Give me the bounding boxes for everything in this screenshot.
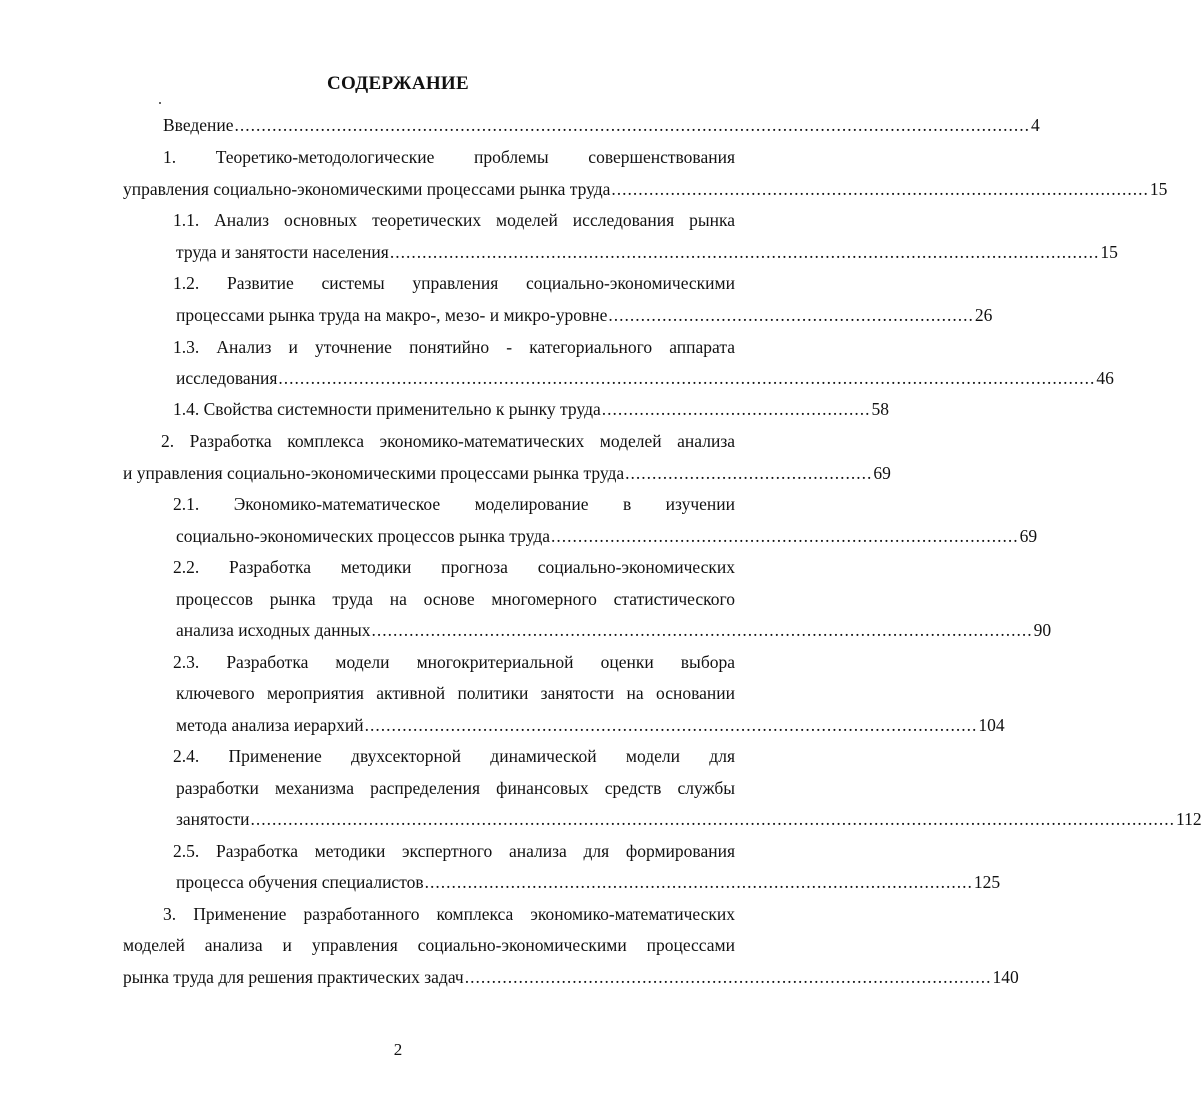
toc-leader: ....................................................................................... <box>551 526 1019 546</box>
toc-leader: .................................................................................................................................... <box>389 242 1100 262</box>
toc-entry-text: 1.4. Свойства системности применительно к рынку труда <box>173 399 601 419</box>
toc-page-number: 58 <box>871 399 889 419</box>
page-title: СОДЕРЖАНИЕ <box>327 73 469 94</box>
toc-page-number: 90 <box>1033 620 1052 640</box>
toc-entry-2-3-line3[interactable] <box>176 714 1005 736</box>
toc-entry-1-2-line2[interactable] <box>176 304 993 326</box>
toc-entry-2-2-line1[interactable]: 2.2. Разработка методики прогноза социально-экономических <box>173 557 735 577</box>
toc-entry-3-line3[interactable] <box>123 966 1019 988</box>
toc-page-number: 125 <box>973 872 1001 892</box>
toc-entry-text: метода анализа иерархий <box>176 715 364 735</box>
toc-entry-3-line2[interactable]: моделей анализа и управления социально-экономическими процессами <box>123 935 735 955</box>
toc-entry-1-line2[interactable] <box>123 178 1168 200</box>
toc-entry-text: и управления социально-экономическими процессами рынка труда <box>123 463 625 483</box>
page-number: 2 <box>393 1040 403 1059</box>
toc-entry-2-2-line3[interactable] <box>176 619 1052 641</box>
toc-entry-1-3-line2[interactable] <box>176 367 1114 389</box>
toc-leader: .................................................................................................................................................... <box>234 115 1031 135</box>
toc-page-number: 69 <box>1019 526 1038 546</box>
toc-page-number: 69 <box>873 463 891 483</box>
toc-leader: ........................................................................................................................................................ <box>278 368 1096 388</box>
toc-entry-text: труда и занятости населения <box>176 242 389 262</box>
toc-page-number: 46 <box>1096 368 1114 388</box>
toc-leader: .............................................. <box>625 463 873 483</box>
toc-page-number: 104 <box>978 715 1005 735</box>
toc-entry-text: исследования <box>176 368 278 388</box>
toc-page-number: 15 <box>1149 179 1168 199</box>
toc-entry-text: социально-экономических процессов рынка труда <box>176 526 550 546</box>
toc-page-number: 140 <box>992 967 1019 987</box>
toc-leader: .................................................................................................. <box>464 967 992 987</box>
toc-entry-1-1-line2[interactable] <box>176 241 1118 263</box>
toc-entry-1-line1[interactable]: 1. Теоретико-методологические проблемы совершенствования <box>163 147 735 167</box>
toc-entry-2-5-line1[interactable]: 2.5. Разработка методики экспертного анализа для формирования <box>173 841 735 861</box>
toc-entry-intro[interactable] <box>163 114 1040 136</box>
toc-leader: ...................................................................................................... <box>424 872 973 892</box>
toc-leader: .................................................. <box>601 399 871 419</box>
toc-entry-text: процесса обучения специалистов <box>176 872 424 892</box>
toc-entry-text: Введение <box>163 115 234 135</box>
toc-entry-2-3-line1[interactable]: 2.3. Разработка модели многокритериальной оценки выбора <box>173 652 735 672</box>
toc-entry-2-1-line1[interactable]: 2.1. Экономико-математическое моделирование в изучении <box>173 494 735 514</box>
toc-entry-text: процессами рынка труда на макро-, мезо- и микро-уровне <box>176 305 608 325</box>
toc-leader: .................................................................... <box>608 305 974 325</box>
toc-page-number: 112 <box>1175 809 1202 829</box>
toc-leader: .................................................................................................................. <box>364 715 978 735</box>
toc-entry-2-1-line2[interactable] <box>176 525 1038 547</box>
toc-leader: ........................................................................................................................... <box>371 620 1033 640</box>
toc-page-number: 26 <box>974 305 993 325</box>
toc-entry-text: анализа исходных данных <box>176 620 371 640</box>
toc-page-number: 15 <box>1100 242 1118 262</box>
toc-leader: ............................................................................................................................................................................ <box>250 809 1175 829</box>
toc-entry-2-4-line1[interactable]: 2.4. Применение двухсекторной динамической модели для <box>173 746 735 766</box>
toc-leader: .................................................................................................... <box>611 179 1149 199</box>
toc-entry-2-4-line3[interactable] <box>176 808 1202 830</box>
toc-entry-2-2-line2[interactable]: процессов рынка труда на основе многомерного статистического <box>176 589 735 609</box>
toc-entry-1-4[interactable] <box>173 398 889 420</box>
toc-entry-2-5-line2[interactable] <box>176 871 1001 893</box>
toc-entry-2-4-line2[interactable]: разработки механизма распределения финансовых средств службы <box>176 778 735 798</box>
toc-entry-2-3-line2[interactable]: ключевого мероприятия активной политики занятости на основании <box>176 683 735 703</box>
toc-entry-1-3-line1[interactable]: 1.3. Анализ и уточнение понятийно - категориального аппарата <box>173 337 735 357</box>
toc-entry-2-line1[interactable]: 2. Разработка комплекса экономико-математических моделей анализа <box>161 431 735 451</box>
toc-entry-1-2-line1[interactable]: 1.2. Развитие системы управления социально-экономическими <box>173 273 735 293</box>
toc-entry-2-line2[interactable] <box>123 462 891 484</box>
toc-entry-1-1-line1[interactable]: 1.1. Анализ основных теоретических моделей исследования рынка <box>173 210 735 230</box>
toc-entry-text: рынка труда для решения практических задач <box>123 967 464 987</box>
toc-entry-text: занятости <box>176 809 250 829</box>
scan-speck <box>159 102 161 104</box>
toc-entry-3-line1[interactable]: 3. Применение разработанного комплекса экономико-математических <box>163 904 735 924</box>
toc-entry-text: управления социально-экономическими процессами рынка труда <box>123 179 611 199</box>
toc-page-number: 4 <box>1031 115 1040 135</box>
